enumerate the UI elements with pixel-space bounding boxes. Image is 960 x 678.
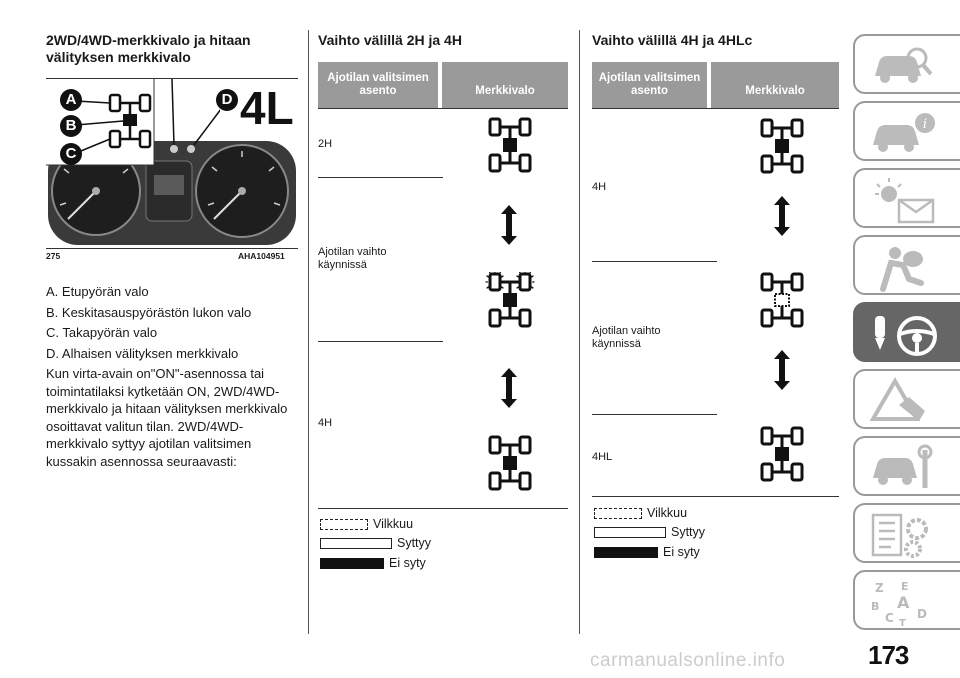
legend-blink (320, 517, 413, 531)
column-divider (579, 30, 580, 634)
4wd-indicator-icon (488, 117, 536, 178)
chapter-tab-starting-driving[interactable] (853, 302, 960, 362)
svg-text:A: A (897, 593, 910, 612)
legend-on (320, 536, 431, 550)
4wd-indicator-blinking-icon (484, 272, 540, 333)
4wd-indicator-icon (760, 118, 808, 179)
section-heading-2h-4h: Vaihto välillä 2H ja 4H (318, 32, 462, 48)
watermark: carmanualsonline.info (590, 650, 786, 671)
svg-text:T: T (899, 618, 906, 628)
table-bottom-rule (592, 496, 839, 497)
double-arrow-icon (500, 205, 518, 250)
off-swatch (320, 558, 384, 569)
warning-lights-icon (869, 176, 939, 226)
4wd-indicator-lock-blinking-icon (760, 272, 808, 333)
legend-off-label: Ei syty (663, 545, 700, 559)
legend-on-label: Syttyy (397, 536, 432, 550)
row-divider (592, 261, 717, 262)
car-service-icon (869, 444, 939, 494)
list-item: D. Alhaisen välityksen merkkivalo (46, 345, 239, 361)
table-header-position: Ajotilan valitsimen asento (592, 62, 707, 108)
svg-text:E: E (901, 580, 909, 593)
chapter-tab-car-info[interactable] (853, 101, 960, 161)
chapter-tab-car-search[interactable] (853, 34, 960, 94)
car-info-icon (869, 109, 939, 155)
chapter-tab-maintenance[interactable] (853, 436, 960, 496)
list-item: B. Keskitasauspyörästön lukon valo (46, 304, 252, 320)
on-swatch (320, 538, 392, 549)
svg-text:C: C (885, 611, 894, 625)
chapter-tab-safety[interactable] (853, 235, 960, 295)
blink-swatch (320, 519, 368, 530)
legend-off (594, 545, 700, 559)
on-swatch (594, 527, 666, 538)
airbag-person-icon (869, 243, 939, 293)
callout-D: D (216, 89, 238, 111)
table-cell-position: 4HL (592, 451, 613, 463)
off-swatch (594, 547, 658, 558)
double-arrow-icon (500, 368, 518, 413)
legend-blink-label: Vilkkuu (373, 517, 414, 531)
figure-code: AHA104951 (238, 251, 285, 261)
table-cell-position: 4H (318, 417, 333, 429)
double-arrow-icon (773, 196, 791, 241)
page-number: 173 (868, 640, 909, 670)
svg-text:D: D (917, 607, 927, 621)
legend-off (320, 556, 426, 570)
legend-on (594, 525, 705, 539)
figure-rule (46, 248, 298, 249)
table-header-indicator: Merkkivalo (711, 62, 839, 108)
4wd-indicator-icon (488, 435, 536, 496)
table-header-rule (318, 108, 568, 109)
specifications-gear-icon (869, 511, 939, 561)
car-search-icon (869, 42, 939, 88)
figure-page-ref: 275 (46, 251, 61, 261)
callout-B: B (60, 115, 82, 137)
row-divider (318, 341, 443, 342)
column-divider (308, 30, 309, 634)
svg-text:B: B (871, 600, 880, 613)
svg-text:Z: Z (875, 581, 884, 595)
table-bottom-rule (318, 508, 568, 509)
row-divider (592, 414, 717, 415)
table-cell-position: 4H (592, 181, 607, 193)
table-cell-position: Ajotilan vaihto käynnissä (318, 246, 387, 271)
legend-list (46, 283, 298, 470)
dashboard-figure (46, 78, 298, 247)
blink-swatch (594, 508, 642, 519)
chapter-tab-emergency[interactable] (853, 369, 960, 429)
legend-on-label: Syttyy (671, 525, 706, 539)
legend-off-label: Ei syty (389, 556, 426, 570)
callout-A: A (60, 89, 82, 111)
section-heading-indicator: 2WD/4WD-merkkivalo ja hitaan välityksen merkkivalo (46, 32, 251, 65)
double-arrow-icon (773, 350, 791, 395)
chapter-tab-technical-data[interactable] (853, 503, 960, 563)
table-header-indicator: Merkkivalo (442, 62, 568, 108)
breakdown-warning-icon (869, 377, 939, 427)
list-item: C. Takapyörän valo (46, 325, 158, 340)
table-header-rule (592, 108, 839, 109)
body-paragraph: Kun virta-avain on"ON"-asennossa tai toimintatilaksi kytketään ON, 2WD/4WD-merkkivalo ja hitaan välityksen merkkivalo osoittavat valitun tilan. 2WD/4WD-merkkivalo syttyy ajotilan valitsimen kussakin asennossa seuraavasti: (46, 366, 288, 469)
low-range-label: 4L (240, 82, 294, 134)
legend-blink-label: Vilkkuu (647, 506, 688, 520)
list-item: A. Etupyörän valo (46, 284, 149, 299)
table-header-position: Ajotilan valitsimen asento (318, 62, 438, 108)
row-divider (318, 177, 443, 178)
section-heading-4h-4hlc: Vaihto välillä 4H ja 4HLc (592, 32, 753, 48)
chapter-tab-index[interactable] (853, 570, 960, 630)
alphabet-index-icon (869, 578, 939, 628)
table-cell-position: Ajotilan vaihto käynnissä (592, 325, 661, 350)
svg-text:i: i (922, 117, 928, 132)
legend-blink (594, 506, 687, 520)
steering-key-icon (869, 310, 949, 360)
4wd-indicator-icon (760, 426, 808, 487)
chapter-tab-warning-lights[interactable] (853, 168, 960, 228)
callout-C: C (60, 143, 82, 165)
table-cell-position: 2H (318, 138, 333, 150)
